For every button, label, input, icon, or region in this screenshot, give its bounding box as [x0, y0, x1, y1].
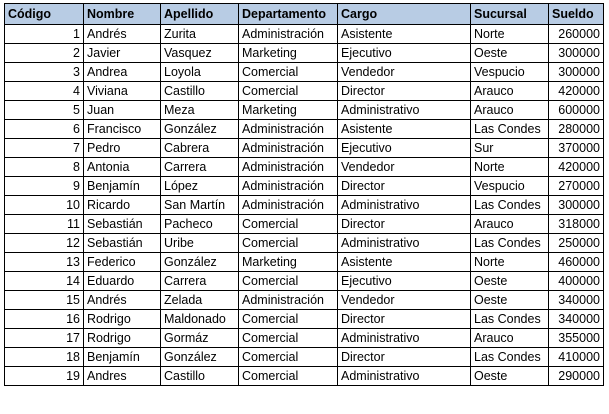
cell-sucursal[interactable]: Vespucio — [471, 63, 549, 82]
cell-apellido[interactable]: González — [161, 120, 239, 139]
cell-nombre[interactable]: Andres — [84, 367, 161, 386]
cell-sucursal[interactable]: Norte — [471, 158, 549, 177]
cell-cargo[interactable]: Vendedor — [338, 158, 471, 177]
header-cell-departamento[interactable]: Departamento — [239, 4, 338, 25]
cell-departamento[interactable]: Comercial — [239, 310, 338, 329]
cell-apellido[interactable]: Uribe — [161, 234, 239, 253]
cell-nombre[interactable]: Andrés — [84, 291, 161, 310]
cell-codigo[interactable]: 12 — [5, 234, 84, 253]
cell-apellido[interactable]: Castillo — [161, 367, 239, 386]
cell-departamento[interactable]: Administración — [239, 25, 338, 44]
cell-codigo[interactable]: 1 — [5, 25, 84, 44]
cell-cargo[interactable]: Director — [338, 310, 471, 329]
table-row — [5, 158, 604, 177]
cell-codigo[interactable]: 19 — [5, 367, 84, 386]
cell-sucursal[interactable]: Arauco — [471, 329, 549, 348]
table-row — [5, 139, 604, 158]
table-row — [5, 234, 604, 253]
cell-sucursal[interactable]: Norte — [471, 253, 549, 272]
table-row — [5, 25, 604, 44]
cell-apellido[interactable]: Castillo — [161, 82, 239, 101]
cell-codigo[interactable]: 15 — [5, 291, 84, 310]
cell-sucursal[interactable]: Arauco — [471, 215, 549, 234]
table-row — [5, 272, 604, 291]
cell-apellido[interactable]: Carrera — [161, 158, 239, 177]
table-row — [5, 196, 604, 215]
table-row — [5, 348, 604, 367]
table-row — [5, 82, 604, 101]
cell-sucursal[interactable]: Las Condes — [471, 196, 549, 215]
cell-sucursal[interactable]: Oeste — [471, 291, 549, 310]
cell-sucursal[interactable]: Vespucio — [471, 177, 549, 196]
cell-departamento[interactable]: Comercial — [239, 367, 338, 386]
cell-apellido[interactable]: López — [161, 177, 239, 196]
cell-apellido[interactable]: Gormáz — [161, 329, 239, 348]
cell-apellido[interactable]: Cabrera — [161, 139, 239, 158]
cell-sucursal[interactable]: Las Condes — [471, 310, 549, 329]
cell-sueldo[interactable]: 300000 — [549, 44, 604, 63]
cell-codigo[interactable]: 18 — [5, 348, 84, 367]
cell-nombre[interactable]: Andrés — [84, 25, 161, 44]
header-cell-sueldo[interactable]: Sueldo — [549, 4, 604, 25]
cell-apellido[interactable]: Pacheco — [161, 215, 239, 234]
cell-codigo[interactable]: 16 — [5, 310, 84, 329]
cell-departamento[interactable]: Administración — [239, 196, 338, 215]
cell-cargo[interactable]: Asistente — [338, 25, 471, 44]
cell-nombre[interactable]: Sebastián — [84, 234, 161, 253]
cell-sueldo[interactable]: 250000 — [549, 234, 604, 253]
cell-sucursal[interactable]: Oeste — [471, 44, 549, 63]
cell-nombre[interactable]: Viviana — [84, 82, 161, 101]
header-row — [5, 4, 604, 25]
table-row — [5, 63, 604, 82]
cell-sueldo[interactable]: 300000 — [549, 196, 604, 215]
cell-sueldo[interactable]: 340000 — [549, 310, 604, 329]
cell-apellido[interactable]: González — [161, 253, 239, 272]
cell-cargo[interactable]: Vendedor — [338, 63, 471, 82]
cell-codigo[interactable]: 13 — [5, 253, 84, 272]
cell-cargo[interactable]: Administrativo — [338, 329, 471, 348]
cell-codigo[interactable]: 6 — [5, 120, 84, 139]
cell-apellido[interactable]: Zelada — [161, 291, 239, 310]
cell-departamento[interactable]: Comercial — [239, 234, 338, 253]
cell-departamento[interactable]: Marketing — [239, 253, 338, 272]
cell-apellido[interactable]: Carrera — [161, 272, 239, 291]
cell-codigo[interactable]: 4 — [5, 82, 84, 101]
table-row — [5, 177, 604, 196]
cell-nombre[interactable]: Benjamín — [84, 177, 161, 196]
cell-sucursal[interactable]: Las Condes — [471, 120, 549, 139]
cell-apellido[interactable]: Meza — [161, 101, 239, 120]
cell-sueldo[interactable]: 318000 — [549, 215, 604, 234]
cell-cargo[interactable]: Administrativo — [338, 367, 471, 386]
cell-sucursal[interactable]: Sur — [471, 139, 549, 158]
cell-cargo[interactable]: Administrativo — [338, 196, 471, 215]
cell-departamento[interactable]: Administración — [239, 177, 338, 196]
cell-departamento[interactable]: Comercial — [239, 272, 338, 291]
cell-apellido[interactable]: González — [161, 348, 239, 367]
cell-sueldo[interactable]: 260000 — [549, 25, 604, 44]
cell-sucursal[interactable]: Las Condes — [471, 234, 549, 253]
cell-apellido[interactable]: Maldonado — [161, 310, 239, 329]
table-row — [5, 44, 604, 63]
cell-sueldo[interactable]: 420000 — [549, 158, 604, 177]
cell-nombre[interactable]: Ricardo — [84, 196, 161, 215]
cell-cargo[interactable]: Ejecutivo — [338, 139, 471, 158]
cell-sucursal[interactable]: Oeste — [471, 367, 549, 386]
cell-nombre[interactable]: Javier — [84, 44, 161, 63]
cell-cargo[interactable]: Director — [338, 177, 471, 196]
table-row — [5, 253, 604, 272]
header-cell-cargo[interactable]: Cargo — [338, 4, 471, 25]
cell-cargo[interactable]: Ejecutivo — [338, 272, 471, 291]
cell-departamento[interactable]: Administración — [239, 158, 338, 177]
cell-sueldo[interactable]: 270000 — [549, 177, 604, 196]
cell-departamento[interactable]: Administración — [239, 291, 338, 310]
cell-sueldo[interactable]: 290000 — [549, 367, 604, 386]
cell-departamento[interactable]: Comercial — [239, 82, 338, 101]
cell-departamento[interactable]: Comercial — [239, 63, 338, 82]
header-cell-apellido[interactable]: Apellido — [161, 4, 239, 25]
cell-departamento[interactable]: Comercial — [239, 329, 338, 348]
cell-sueldo[interactable]: 400000 — [549, 272, 604, 291]
cell-nombre[interactable]: Andrea — [84, 63, 161, 82]
cell-sueldo[interactable]: 280000 — [549, 120, 604, 139]
cell-codigo[interactable]: 17 — [5, 329, 84, 348]
table-body — [5, 25, 604, 386]
cell-sueldo[interactable]: 600000 — [549, 101, 604, 120]
cell-apellido[interactable]: Vasquez — [161, 44, 239, 63]
cell-nombre[interactable]: Federico — [84, 253, 161, 272]
cell-departamento[interactable]: Marketing — [239, 101, 338, 120]
cell-sucursal[interactable]: Arauco — [471, 101, 549, 120]
cell-departamento[interactable]: Comercial — [239, 215, 338, 234]
cell-apellido[interactable]: Loyola — [161, 63, 239, 82]
cell-codigo[interactable]: 5 — [5, 101, 84, 120]
cell-sueldo[interactable]: 300000 — [549, 63, 604, 82]
cell-nombre[interactable]: Francisco — [84, 120, 161, 139]
table-row — [5, 367, 604, 386]
cell-nombre[interactable]: Rodrigo — [84, 310, 161, 329]
cell-cargo[interactable]: Director — [338, 82, 471, 101]
header-cell-sucursal[interactable]: Sucursal — [471, 4, 549, 25]
cell-sueldo[interactable]: 410000 — [549, 348, 604, 367]
cell-codigo[interactable]: 7 — [5, 139, 84, 158]
cell-codigo[interactable]: 10 — [5, 196, 84, 215]
cell-cargo[interactable]: Administrativo — [338, 234, 471, 253]
cell-cargo[interactable]: Vendedor — [338, 291, 471, 310]
table-row — [5, 291, 604, 310]
cell-sueldo[interactable]: 370000 — [549, 139, 604, 158]
cell-nombre[interactable]: Juan — [84, 101, 161, 120]
cell-sueldo[interactable]: 340000 — [549, 291, 604, 310]
cell-sueldo[interactable]: 420000 — [549, 82, 604, 101]
cell-departamento[interactable]: Administración — [239, 139, 338, 158]
cell-sucursal[interactable]: Las Condes — [471, 348, 549, 367]
cell-sueldo[interactable]: 355000 — [549, 329, 604, 348]
table-row — [5, 310, 604, 329]
cell-codigo[interactable]: 9 — [5, 177, 84, 196]
cell-sucursal[interactable]: Norte — [471, 25, 549, 44]
cell-codigo[interactable]: 2 — [5, 44, 84, 63]
cell-codigo[interactable]: 8 — [5, 158, 84, 177]
cell-departamento[interactable]: Comercial — [239, 348, 338, 367]
cell-nombre[interactable]: Sebastián — [84, 215, 161, 234]
table-row — [5, 120, 604, 139]
cell-codigo[interactable]: 3 — [5, 63, 84, 82]
cell-sucursal[interactable]: Oeste — [471, 272, 549, 291]
cell-cargo[interactable]: Director — [338, 348, 471, 367]
cell-departamento[interactable]: Marketing — [239, 44, 338, 63]
cell-nombre[interactable]: Eduardo — [84, 272, 161, 291]
cell-cargo[interactable]: Director — [338, 215, 471, 234]
cell-nombre[interactable]: Rodrigo — [84, 329, 161, 348]
table-row — [5, 215, 604, 234]
cell-codigo[interactable]: 11 — [5, 215, 84, 234]
cell-sucursal[interactable]: Arauco — [471, 82, 549, 101]
cell-sueldo[interactable]: 460000 — [549, 253, 604, 272]
cell-departamento[interactable]: Administración — [239, 120, 338, 139]
header-cell-nombre[interactable]: Nombre — [84, 4, 161, 25]
table-row — [5, 101, 604, 120]
employee-table — [4, 3, 604, 386]
cell-cargo[interactable]: Asistente — [338, 253, 471, 272]
cell-cargo[interactable]: Administrativo — [338, 101, 471, 120]
cell-nombre[interactable]: Pedro — [84, 139, 161, 158]
cell-cargo[interactable]: Asistente — [338, 120, 471, 139]
table-row — [5, 329, 604, 348]
cell-codigo[interactable]: 14 — [5, 272, 84, 291]
cell-cargo[interactable]: Ejecutivo — [338, 44, 471, 63]
cell-apellido[interactable]: Zurita — [161, 25, 239, 44]
cell-apellido[interactable]: San Martín — [161, 196, 239, 215]
cell-nombre[interactable]: Benjamín — [84, 348, 161, 367]
header-cell-codigo[interactable]: Código — [5, 4, 84, 25]
cell-nombre[interactable]: Antonia — [84, 158, 161, 177]
